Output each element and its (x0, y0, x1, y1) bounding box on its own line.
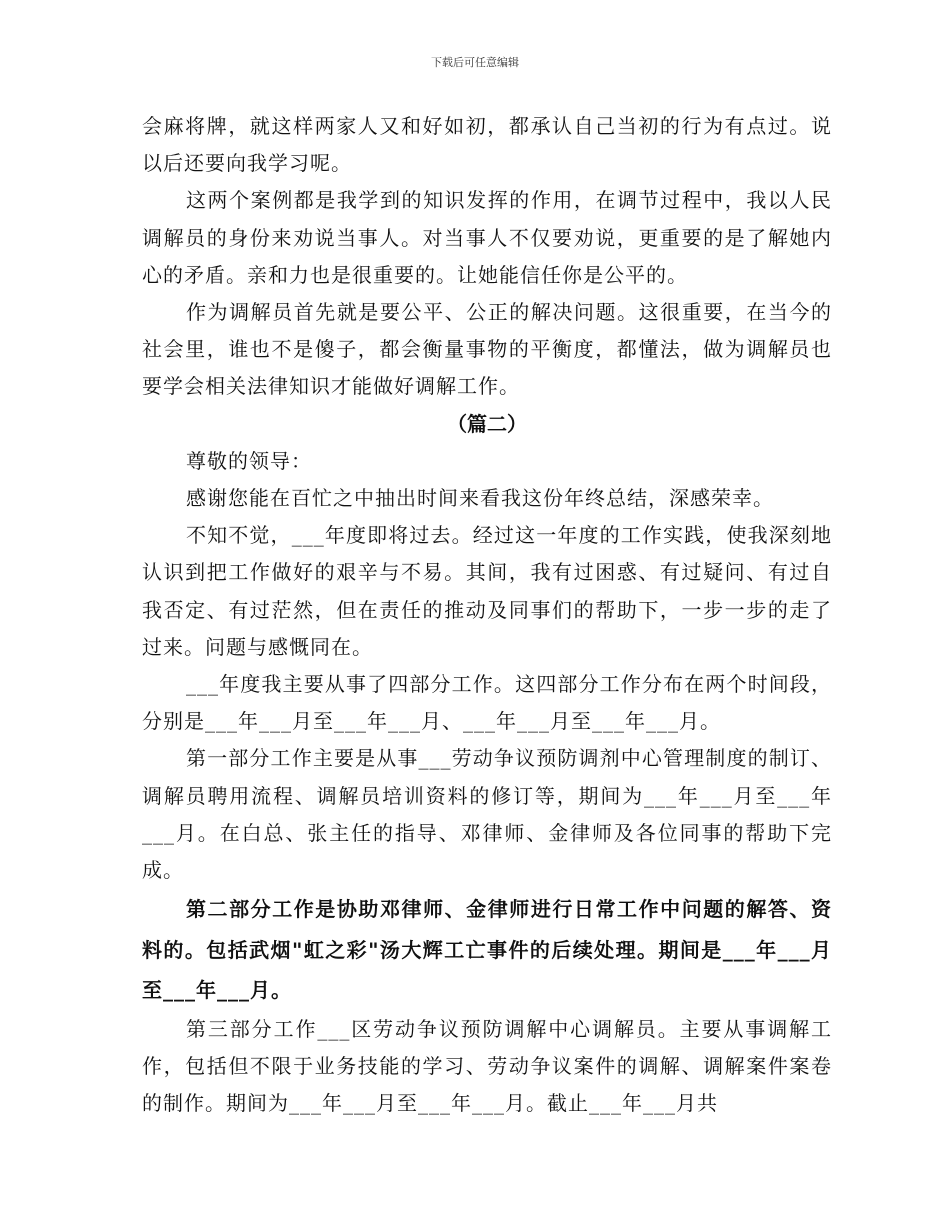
paragraph-thanks: 感谢您能在百忙之中抽出时间来看我这份年终总结，深感荣幸。 (186, 486, 774, 511)
paragraph-fairness: 作为调解员首先就是要公平、公正的解决问题。这很重要，在当今的社会里，谁也不是傻子，都会衡量事物的平衡度，都懂法，做为调解员也要学会相关法律知识才能做好调解工作。 (142, 300, 832, 399)
paragraph-salutation: 尊敬的领导： (186, 448, 312, 473)
document-body (142, 108, 832, 1122)
page-header: 下载后可任意编辑 (431, 56, 519, 69)
section-title: （篇二） (447, 411, 527, 436)
paragraph-part-three: 第三部分工作___区劳动争议预防调解中心调解员。主要从事调解工作，包括但不限于业务技能的学习、劳动争议案件的调解、调解案件案卷的制作。期间为___年___月至___年___月。截止___年___月共 (142, 1016, 832, 1116)
paragraph-part-two: 第二部分工作是协助邓律师、金律师进行日常工作中问题的解答、资料的。包括武烟"虹之彩"汤大辉工亡事件的后续处理。期间是___年___月至___年___月。 (142, 897, 832, 1003)
paragraph-cases-summary: 这两个案例都是我学到的知识发挥的作用，在调节过程中，我以人民调解员的身份来劝说当事人。对当事人不仅要劝说，更重要的是了解她内心的矛盾。亲和力也是很重要的。让她能信任你是公平的。 (142, 188, 832, 287)
paragraph-four-parts: ___年度我主要从事了四部分工作。这四部分工作分布在两个时间段，分别是___年___月至___年___月、___年___月至___年___月。 (142, 672, 832, 734)
paragraph-part-one: 第一部分工作主要是从事___劳动争议预防调剂中心管理制度的制订、调解员聘用流程、调解员培训资料的修订等，期间为___年___月至___年___月。在白总、张主任的指导、邓律师、金律师及各位同事的帮助下完成。 (142, 746, 832, 883)
paragraph-year-review: 不知不觉，___年度即将过去。经过这一年度的工作实践，使我深刻地认识到把工作做好的艰辛与不易。其间，我有过困惑、有过疑问、有过自我否定、有过茫然，但在责任的推动及同事们的帮助下，一步一步的走了过来。问题与感慨同在。 (142, 523, 832, 659)
paragraph-continuation: 会麻将牌，就这样两家人又和好如初，都承认自己当初的行为有点过。说以后还要向我学习呢。 (142, 114, 832, 176)
